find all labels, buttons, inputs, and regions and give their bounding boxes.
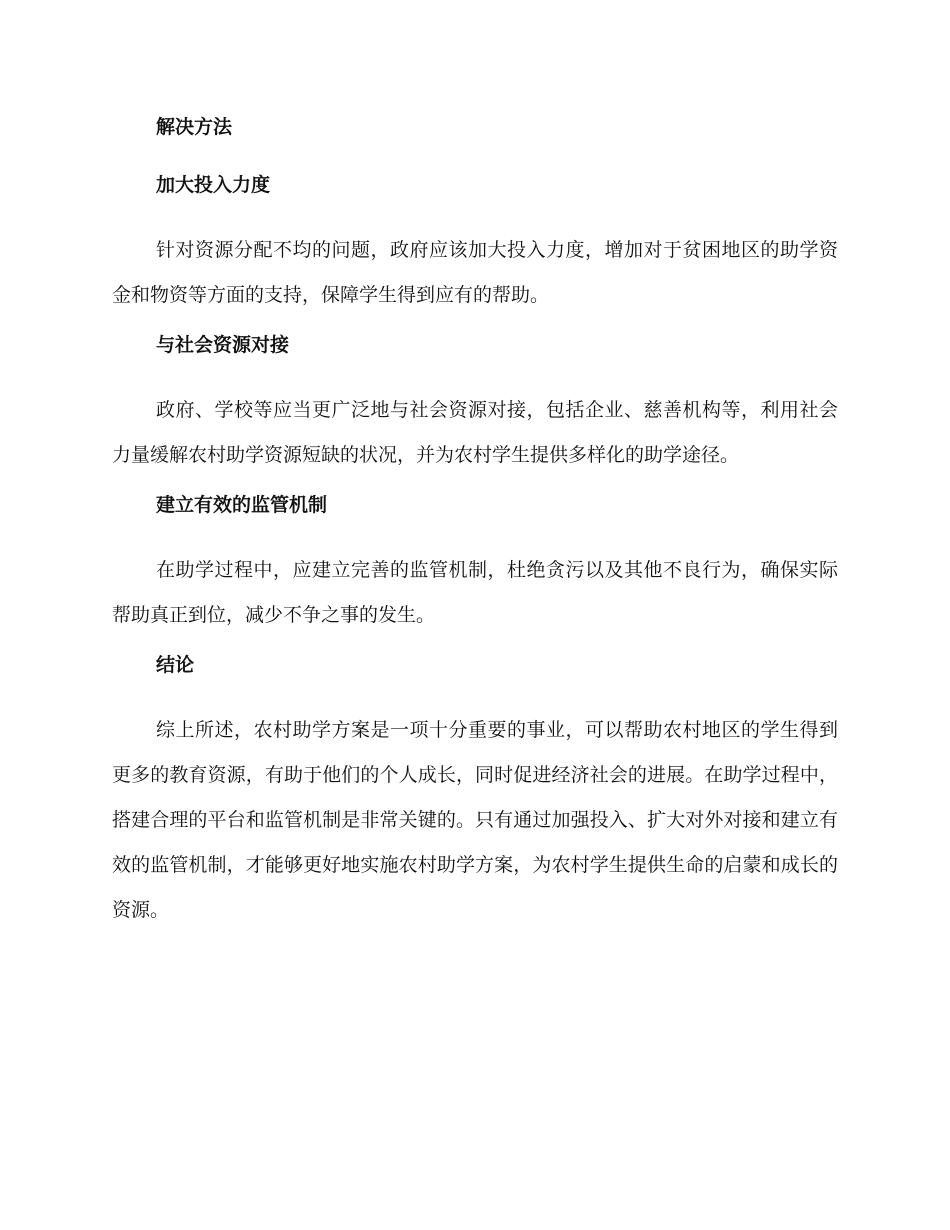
- paragraph-supervision: 在助学过程中，应建立完善的监管机制，杜绝贪污以及其他不良行为，确保实际帮助真正到位，减少不争之事的发生。: [112, 559, 838, 626]
- paragraph-increase-investment: 针对资源分配不均的问题，政府应该加大投入力度，增加对于贫困地区的助学资金和物资等方面的支持，保障学生得到应有的帮助。: [112, 239, 838, 306]
- section-heading-increase-investment: 加大投入力度: [156, 174, 271, 196]
- section-heading-social-resources: 与社会资源对接: [156, 334, 290, 356]
- section-heading-solutions: 解决方法: [156, 116, 233, 138]
- paragraph-social-resources: 政府、学校等应当更广泛地与社会资源对接，包括企业、慈善机构等，利用社会力量缓解农村助学资源短缺的状况，并为农村学生提供多样化的助学途径。: [112, 399, 838, 466]
- paragraph-conclusion: 综上所述，农村助学方案是一项十分重要的事业，可以帮助农村地区的学生得到更多的教育资源，有助于他们的个人成长，同时促进经济社会的进展。在助学过程中，搭建合理的平台和监管机制是非常关键的。只有通过加强投入、扩大对外对接和建立有效的监管机制，才能够更好地实施农村助学方案，为农村学生提供生命的启蒙和成长的资源。: [112, 719, 838, 921]
- section-heading-conclusion: 结论: [156, 654, 195, 676]
- section-heading-supervision: 建立有效的监管机制: [156, 494, 328, 516]
